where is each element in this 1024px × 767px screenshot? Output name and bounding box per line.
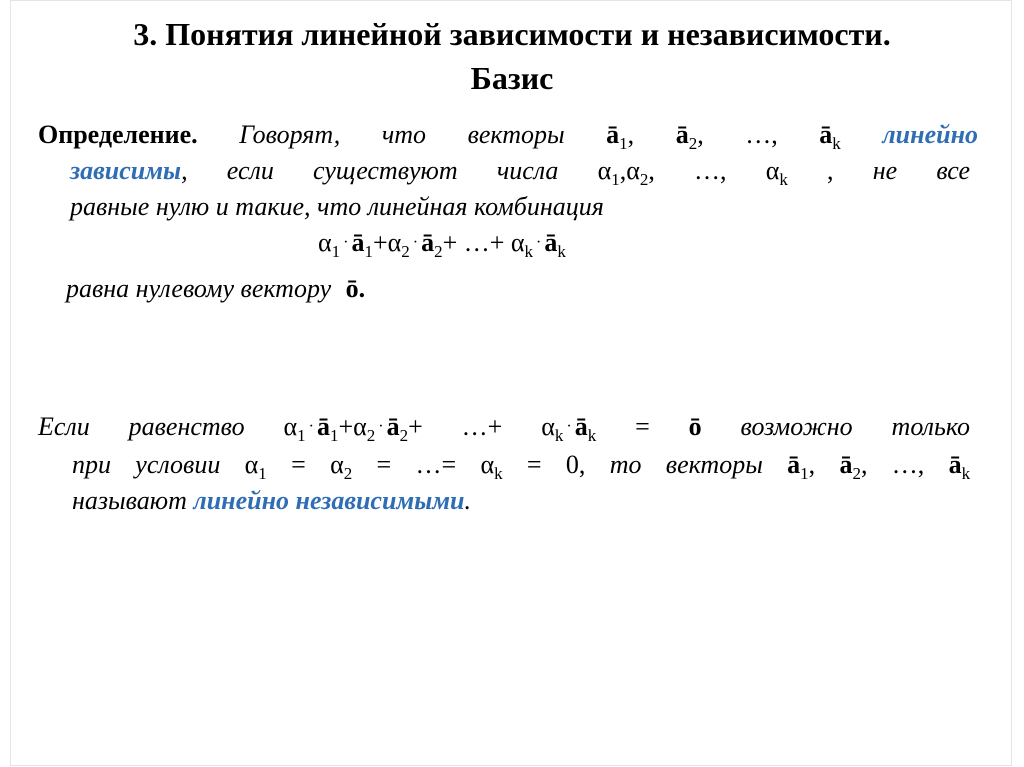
alpha-zero-condition: $\alpha_1 = \alpha_2$ = …= $\alpha_k = 0$, <box>244 450 586 483</box>
vector-list: $ā_1$, $ā_2$, …, $ā_k$ <box>606 120 841 153</box>
title-line-2: Базис <box>470 60 554 96</box>
called-text: называют <box>72 486 187 515</box>
definition-label: Определение. <box>38 120 198 149</box>
independence-equation: $\alpha_1$ · $ā_1+\alpha_2$ · $ā_2+$ …+ $\alpha_k$ · $ā_k$ = ō <box>283 412 702 445</box>
not-all-text: не все <box>872 156 971 185</box>
slide-title <box>0 12 1024 100</box>
definition-intro: Говорят, что векторы <box>239 120 565 149</box>
term-independent: линейно независимыми <box>193 486 465 515</box>
term-dependent-part1: линейно <box>882 120 978 149</box>
possible-only-text: возможно только <box>740 412 971 441</box>
equals-zero-text: равна нулевому вектору <box>66 274 332 303</box>
title-line-1: 3. Понятия линейной зависимости и независимости. <box>133 16 891 52</box>
under-condition-text: при условии <box>72 450 221 479</box>
definition-line-5: равна нулевому вектору ō. <box>66 274 366 303</box>
then-vectors-text: то векторы <box>609 450 763 479</box>
alpha-list: $\alpha_1,\alpha_2$, …, $\alpha_k$ , <box>597 156 834 189</box>
definition-line-3: равные нулю и такие, что линейная комбинация <box>70 192 604 221</box>
if-exist-text: , если существуют числа <box>181 156 559 185</box>
independence-intro: Если равенство <box>38 412 245 441</box>
term-dependent-part2: зависимы <box>70 156 182 185</box>
independence-line-1 <box>38 410 970 453</box>
linear-combination-formula: $\alpha_1$ · $ā_1+\alpha_2$ · $ā_2+$ …+ $\alpha_k$ · $ā_k$ <box>318 228 566 261</box>
independence-vector-list: $ā_1$, $ā_2$, …, $ā_k$ <box>787 450 971 483</box>
slide-frame <box>10 0 1012 766</box>
independence-line-3: называют линейно независимыми. <box>72 486 472 515</box>
zero-vector: ō <box>345 274 359 303</box>
